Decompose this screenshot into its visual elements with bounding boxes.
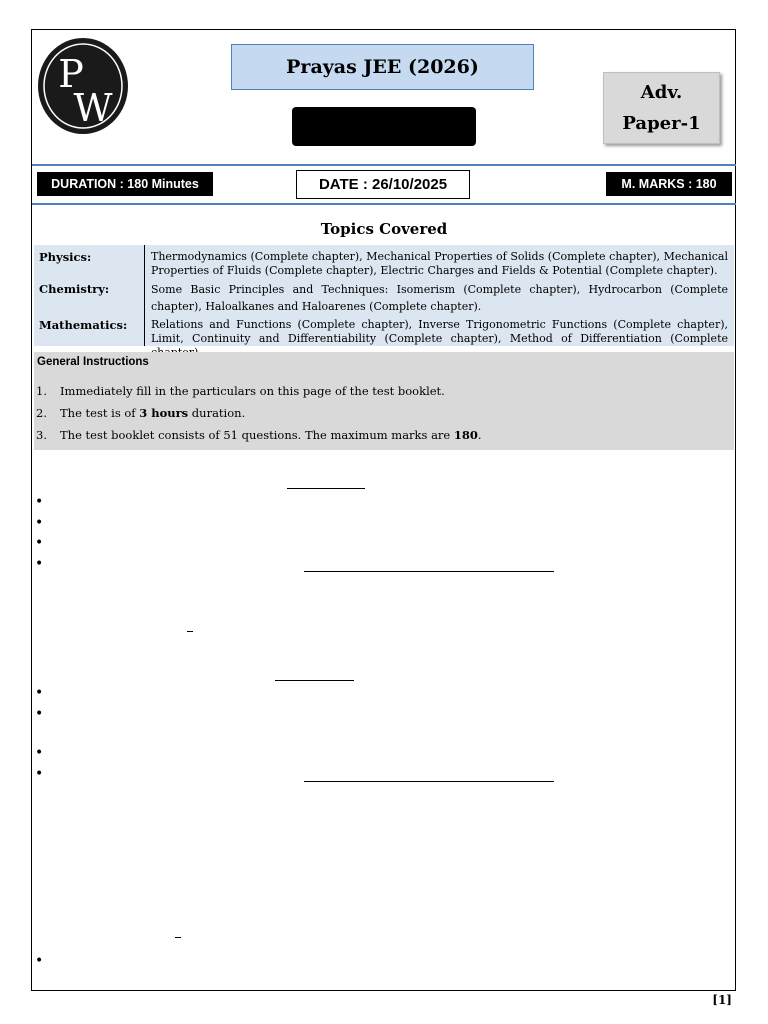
- paper-type-line2: Paper-1: [622, 113, 701, 134]
- instruction-number: 1.: [36, 384, 47, 398]
- bullet: •: [35, 766, 44, 782]
- test-title: Prayas JEE (2026): [231, 44, 534, 90]
- topic-physics: Thermodynamics (Complete chapter), Mechanical Properties of Solids (Complete chapter), Mechanical Properties of Fluids (Complete chapter), Electric Charges and Fields & Potential (Complete chapter).: [151, 250, 728, 277]
- redacted-bar: [292, 107, 476, 146]
- instructions-heading: General Instructions: [37, 356, 149, 368]
- subject-chemistry: Chemistry:: [39, 282, 110, 296]
- svg-text:P: P: [58, 52, 84, 96]
- max-marks-box: M. MARKS : 180: [606, 172, 732, 196]
- heading-underline: [275, 680, 354, 681]
- subject-physics: Physics:: [39, 250, 92, 264]
- topic-chemistry: Some Basic Principles and Techniques: Isomerism (Complete chapter), Hydrocarbon (Complete chapter), Haloalkanes and Haloarenes (Complete chapter).: [151, 283, 728, 313]
- page-number: [1]: [712, 993, 732, 1007]
- topics-heading: Topics Covered: [320, 220, 448, 238]
- bullet: •: [35, 535, 44, 551]
- topic-mathematics: Relations and Functions (Complete chapter), Inverse Trigonometric Functions (Complete chapter), Limit, Continuity and Differentiability (Complete chapter), Method of Differentiation (Complete: [151, 318, 728, 345]
- topics-table: [34, 245, 734, 346]
- dash-mark: [187, 631, 193, 632]
- pw-logo: [37, 37, 129, 135]
- dash-mark: [175, 937, 181, 938]
- bullet: •: [35, 556, 44, 572]
- paper-type-box: [603, 72, 720, 144]
- top-divider: [32, 164, 736, 166]
- general-instructions: [34, 352, 734, 450]
- date-box: DATE : 26/10/2025: [296, 170, 470, 199]
- instruction-text: The test is of 3 hours duration.: [60, 406, 246, 420]
- bullet: •: [35, 685, 44, 701]
- subject-mathematics: Mathematics:: [39, 318, 128, 332]
- instruction-text: The test booklet consists of 51 questions. The maximum marks are 180.: [60, 428, 482, 442]
- bullet: •: [35, 494, 44, 510]
- svg-text:W: W: [73, 86, 113, 130]
- duration-box: DURATION : 180 Minutes: [37, 172, 213, 196]
- heading-underline: [287, 488, 365, 489]
- bullet: •: [35, 515, 44, 531]
- column-divider: [144, 245, 145, 346]
- bullet: •: [35, 745, 44, 761]
- bullet: •: [35, 706, 44, 722]
- blank-underline: [304, 781, 554, 782]
- instruction-text: Immediately fill in the particulars on this page of the test booklet.: [60, 384, 445, 398]
- bottom-divider: [32, 203, 736, 205]
- instruction-number: 3.: [36, 428, 47, 442]
- instruction-number: 2.: [36, 406, 47, 420]
- blank-underline: [304, 571, 554, 572]
- paper-type-line1: Adv.: [640, 82, 683, 103]
- bullet: •: [35, 953, 44, 969]
